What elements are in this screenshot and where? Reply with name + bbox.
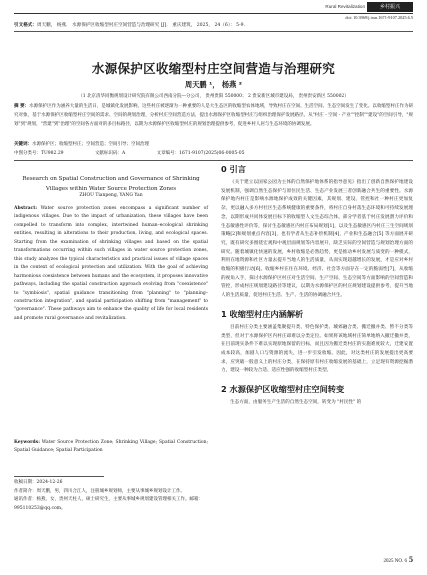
english-authors: ZHOU Tianpeng, YANG Yan [79, 193, 143, 198]
received-date: 收稿日期：2024-12-26 [14, 480, 63, 485]
page-footer [384, 555, 413, 564]
page-number: 5 [409, 555, 413, 564]
citation-rule [14, 31, 413, 32]
english-abstract-label: Abstract: [14, 206, 38, 211]
section-1-heading: 1 收缩型村庄内涵解析 [221, 308, 304, 319]
section-2-paragraph: 生态方面，由服务生产生活的自然生态空间，转变为 "村民性" 的 [230, 400, 362, 406]
article-number: 文章编号：1671-9107(2025)06-0005-05 [156, 151, 245, 156]
section-0-paragraph: 《关于建立以国家公园为主体的自然保护地体系的指导意见》指出了创新自然保护地建设发展机制，强调自然生态保护与原住民生活、生态产业发展三者创新融合共生的重要性。水源保护地内村庄是影响水源地保护成效的关键因素，其规划、建设、管控和社一种村庄更加复杂。更以融入多方村社区生态系统健康的重要条件，将村庄自身村落生态环境和可持续发展理念，以期形成共同体发展目标下的收缩型人文生态综合体。部分学者基于村庄发展潜力评价和生态敏感性评价等，探讨生态敏感区内村庄布局规划[1]，以及生态敏感区内村庄三生空间规划策略[2]和规划重点内容[3]，也有学者从生态补偿机制[4]，产业和生态融合[5] 等方面展开研究，既有研究多围绕宏观和中观层面规划等内容展开，缺乏实际的空间营造与规划治理方面的研究。随着城镇化快速的发展，乡村收缩是必然趋势，更是推动乡村发展与质变的一种模式，利用在地资源和社区力量去提升当地人的生活质量，从而实现超越增长的发展，才是应对乡村收缩的积极行动[6]。收缩乡村在住在环境、经济、社会等方面存在一定的脆弱性[7]，从收缩的视角入手，探讨水源保护区村庄对生活空间、生产空间、生态空间等方面影响的空间营造和管控，形成村庄规划建设路径等建议，以期为水源保护区的村庄规划建设提供参考，提升当地人的生活质量，促进村庄生活、生产、生活的协调融合共生。 [221, 180, 413, 299]
section-1-paragraph: 目前村庄分类主要涵盖集聚提升类、特色保护类、城郊融合类、搬迁撤并类、暂不分类等类型，但对于水源保护区内村庄却难以分类定位。如果将该地域村庄简单地纳入撤迁撤并类，在目前现实条件下难以实现原地保留的目标，而且因为搬迁类村庄的实施难度较大，迁建安置成本较高，加剧人口与资源的流失，进一步引发收缩。因此，对这类村庄的发展提出更高要求，应突破一般意义上的村庄分类，在保持原有村庄收缩发展的基础上，立足现有资源挖掘潜力，建设一种较为合适、适应性强的收缩型村庄类型。 [221, 324, 413, 374]
clc-number: 中图分类号：TU982.29 [14, 151, 64, 156]
keywords-cn [14, 141, 413, 147]
english-keywords-label: Keywords: [14, 440, 40, 445]
abstract-cn [14, 103, 413, 130]
english-abstract [14, 205, 208, 323]
issue-number: 2025 NO. 6 [383, 559, 407, 564]
citation-line [14, 22, 413, 28]
english-title: Research on Spatial Construction and Governance of Shrinking Villages within Water Source Protection Zones [22, 176, 200, 192]
classification-row [14, 150, 413, 156]
english-keywords [14, 439, 208, 456]
corresponding-author: 通讯作者：杨燕，女，贵州天柱人，硕士研究生，主要从事城乡规划建设管理相关工作。邮箱：995110253@qq.com。 [14, 497, 203, 511]
body-column [221, 164, 413, 408]
english-abstract-text: Water source protection zones encompass a significant number of indigenous villages. Due to the impact of urbanization, these villages have been compelled to transform into complex, intertwined human–ecological shrinking entities, resulting in alterations to their production, living, and ecological spaces. Starting from the examination of shrinking villages and based on the spatial transformations occurring within such villages in water source protection zones, this study analyzes the typical characteristics and practical issues of village spaces in the context of ecological protection and utilization. With the goal of achieving harmonious coexistence between humans and the ecosystem, it proposes innovative pathways, including the spatial construction approach evolving from "coexistence" to "symbiosis", spatial guidance transitioning from "planning" to "planning–construction integration", and spatial participation shifting from "management" to "governance". These pathways aim to enhance the quality of life for local residents and promote rural governance and revitalization. [14, 206, 208, 321]
abstract-cn-label: 摘 要： [14, 104, 30, 109]
keywords-cn-text: 水源保护区；收缩型村庄；空间营造；空间引导；空间治理 [32, 142, 149, 147]
author-bio: 作者简介：周天鹏，男，四川合江人，注册城乡规划师，主要从事城乡规划设计工作。 [14, 488, 185, 494]
keywords-cn-label: 关键词： [14, 142, 32, 147]
article-authors: 周天鹏 ¹， 杨燕 ² [185, 80, 242, 89]
abstract-cn-text: 水源保护区作为涵养大量的生活日，是城镇化发展影响，这些村庄被逐渐为一种重要的人是大生态区的收缩型农体地域，导致村庄在空间、生活空间、生态空间发生了变化。以收缩型村庄作为研究对象，基于水源保护区收缩型村庄空间的需求、空间的规划治理，分析村庄空间营造方法，提出水源保护区收缩型村庄与组织治理保护发展路径。从"村庄 - 空间 - 产业""控制""建设"的空间引导，"规划"到"规划，"营建"到"治理"的空间各方面对的多目标路径，以期为水源保护区收缩型村庄的规划治理提供参考，促进乡村人居与生态环境的协调发展。 [14, 104, 413, 127]
document-code: 文献标识码：A [94, 151, 126, 156]
article-title: 水源保护区收缩型村庄空间营造与治理研究 [91, 61, 336, 76]
citation-text: 周天鹏， 杨燕． 水源保护区收缩型村庄空间营造与治理研究 [J]． 重庆建筑， 2025， 24（6）： 5-9． [36, 23, 249, 28]
header-rule [14, 13, 413, 14]
section-2-heading: 2 水源保护区收缩型村庄空间转变 [221, 384, 345, 395]
doi-line: doi: 10.3969/j.issn.1671-9107.2025.6.5 [345, 15, 413, 20]
footnote [14, 479, 208, 513]
section-badge: 乡村振兴 [367, 2, 413, 12]
footnote-rule [14, 476, 104, 477]
english-keywords-text: Water Source Protection Zone; Shrinking Village; Spatial Construction; Spatial Guidance; Spatial Participation [14, 440, 208, 454]
journal-running-title: Rural Revitalization [325, 4, 365, 9]
citation-label: 引文格式： [14, 23, 37, 28]
abstract-rule [14, 160, 413, 161]
affiliation: （1 北京清华同衡规划设计研究院有限公司西南分院—分公司， 贵州贵阳 550000； 2 贵安新区城市建设局， 贵州贵安新区 550002） [78, 94, 349, 99]
section-0-heading: 0 引言 [221, 164, 246, 174]
